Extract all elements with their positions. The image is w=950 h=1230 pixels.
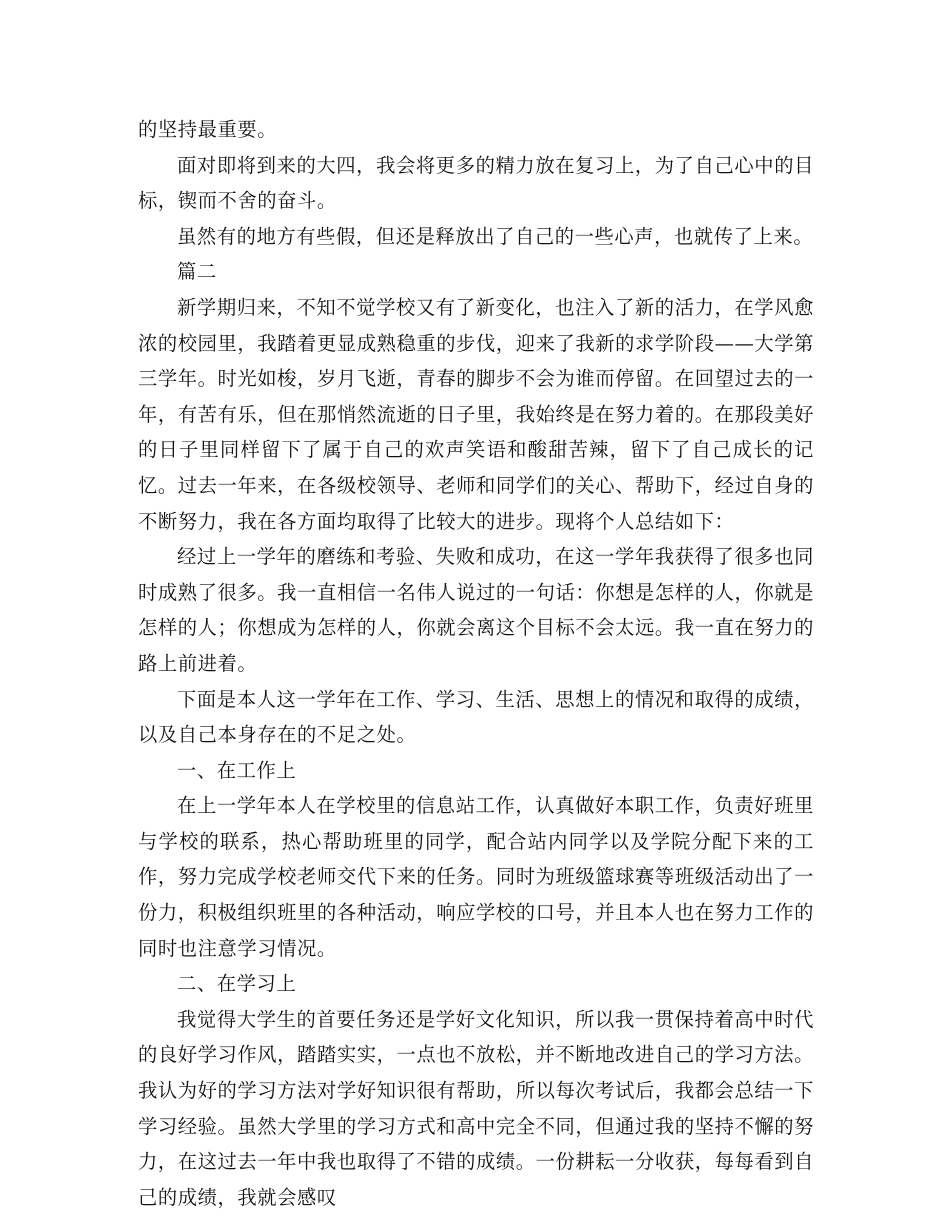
section-heading-part-two: 篇二 <box>177 260 217 284</box>
section-heading-work: 一、在工作上 <box>177 758 297 782</box>
paragraph-senior-year-plan: 面对即将到来的大四，我会将更多的精力放在复习上，为了自己心中的目标，锲而不舍的奋斗。 <box>138 153 814 213</box>
paragraph-new-semester: 新学期归来，不知不觉学校又有了新变化，也注入了新的活力，在学风愈浓的校园里，我踏着更显成熟稳重的步伐，迎来了我新的求学阶段——大学第三学年。时光如梭，岁月飞逝，青春的脚步不会为谁而停留。在回望过去的一年，有苦有乐，但在那悄然流逝的日子里，我始终是在努力着的。在那段美好的日子里同样留下了属于自己的欢声笑语和酸甜苦辣，留下了自己成长的记忆。过去一年来，在各级校领导、老师和同学们的关心、帮助下，经过自身的不断努力，我在各方面均取得了比较大的进步。现将个人总结如下： <box>138 295 814 533</box>
paragraph-closing-note: 虽然有的地方有些假，但还是释放出了自己的一些心声，也就传了上来。 <box>177 224 814 248</box>
paragraph-growth: 经过上一学年的磨练和考验、失败和成功，在这一学年我获得了很多也同时成熟了很多。我一直相信一名伟人说过的一句话：你想是怎样的人，你就是怎样的人；你想成为怎样的人，你就会离这个目标不会太远。我一直在努力的路上前进着。 <box>138 545 814 675</box>
document-body <box>138 112 814 1215</box>
paragraph-study: 我觉得大学生的首要任务还是学好文化知识，所以我一贯保持着高中时代的良好学习作风，踏踏实实，一点也不放松，并不断地改进自己的学习方法。我认为好的学习方法对学好知识很有帮助，所以每次考试后，我都会总结一下学习经验。虽然大学里的学习方式和高中完全不同，但通过我的坚持不懈的努力，在这过去一年中我也取得了不错的成绩。一份耕耘一分收获，每每看到自己的成绩，我就会感叹 <box>138 1007 814 1209</box>
paragraph-work: 在上一学年本人在学校里的信息站工作，认真做好本职工作，负责好班里与学校的联系，热心帮助班里的同学，配合站内同学以及学院分配下来的工作，努力完成学校老师交代下来的任务。同时为班级篮球赛等班级活动出了一份力，积极组织班里的各种活动，响应学校的口号，并且本人也在努力工作的同时也注意学习情况。 <box>138 794 814 960</box>
section-heading-study: 二、在学习上 <box>177 972 297 996</box>
paragraph-overview: 下面是本人这一学年在工作、学习、生活、思想上的情况和取得的成绩，以及自己本身存在的不足之处。 <box>138 687 814 747</box>
paragraph-continuation: 的坚持最重要。 <box>138 118 278 141</box>
